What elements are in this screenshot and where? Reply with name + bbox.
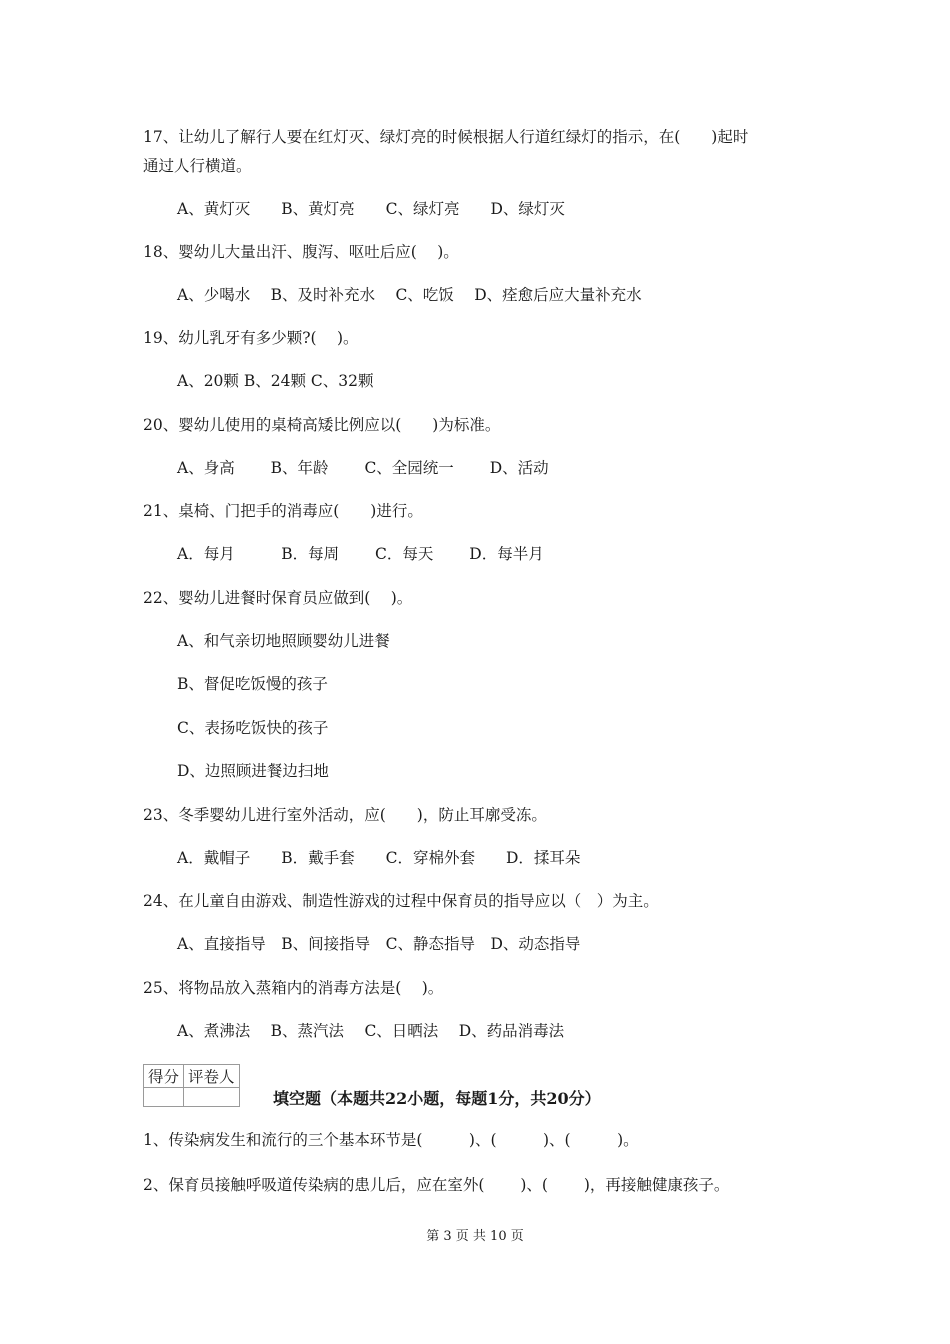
score-header: 得分: [144, 1065, 184, 1088]
question-25-options: A、煮沸法 B、蒸汽法 C、日晒法 D、药品消毒法: [177, 1022, 565, 1040]
question-25: 25、将物品放入蒸箱内的消毒方法是( )。: [143, 979, 444, 997]
question-21-options: A．每月 B．每周 C．每天 D．每半月: [177, 545, 544, 563]
question-24-options: A、直接指导 B、间接指导 C、静态指导 D、动态指导: [177, 935, 581, 953]
fill-question-2: 2、保育员接触呼吸道传染病的患儿后，应在室外( )、( )，再接触健康孩子。: [143, 1176, 730, 1194]
question-17-line2: 通过人行横道。: [143, 157, 252, 175]
score-table: [143, 1064, 240, 1107]
question-19: 19、幼儿乳牙有多少颗?( )。: [143, 329, 359, 347]
fill-question-1: 1、传染病发生和流行的三个基本环节是( )、( )、( )。: [143, 1131, 639, 1149]
question-18-options: A、少喝水 B、及时补充水 C、吃饭 D、痊愈后应大量补充水: [177, 286, 642, 304]
page-footer: 第 3 页 共 10 页: [426, 1229, 524, 1244]
grader-cell: [184, 1088, 240, 1107]
question-20: 20、婴幼儿使用的桌椅高矮比例应以( )为标准。: [143, 416, 501, 434]
score-cell: [144, 1088, 184, 1107]
question-22-option-d: D、边照顾进餐边扫地: [177, 762, 329, 780]
question-19-options: A、20颗 B、24颗 C、32颗: [177, 372, 374, 390]
question-22-option-b: B、督促吃饭慢的孩子: [177, 675, 328, 693]
question-22-option-c: C、表扬吃饭快的孩子: [177, 719, 329, 737]
section-title: 填空题（本题共22小题，每题1分，共20分）: [273, 1089, 601, 1108]
question-20-options: A、身高 B、年龄 C、全园统一 D、活动: [177, 459, 549, 477]
grader-header: 评卷人: [184, 1065, 240, 1088]
question-23-options: A．戴帽子 B．戴手套 C．穿棉外套 D．揉耳朵: [177, 849, 581, 867]
question-22-option-a: A、和气亲切地照顾婴幼儿进餐: [177, 632, 390, 650]
question-17-line1: 17、让幼儿了解行人要在红灯灭、绿灯亮的时候根据人行道红绿灯的指示，在( )起时: [143, 128, 749, 146]
question-24: 24、在儿童自由游戏、制造性游戏的过程中保育员的指导应以（ ）为主。: [143, 892, 659, 910]
question-23: 23、冬季婴幼儿进行室外活动，应( )，防止耳廓受冻。: [143, 806, 547, 824]
question-22: 22、婴幼儿进餐时保育员应做到( )。: [143, 589, 413, 607]
question-21: 21、桌椅、门把手的消毒应( )进行。: [143, 502, 423, 520]
question-18: 18、婴幼儿大量出汗、腹泻、呕吐后应( )。: [143, 243, 459, 261]
question-17-options: A、黄灯灭 B、黄灯亮 C、绿灯亮 D、绿灯灭: [177, 200, 565, 218]
